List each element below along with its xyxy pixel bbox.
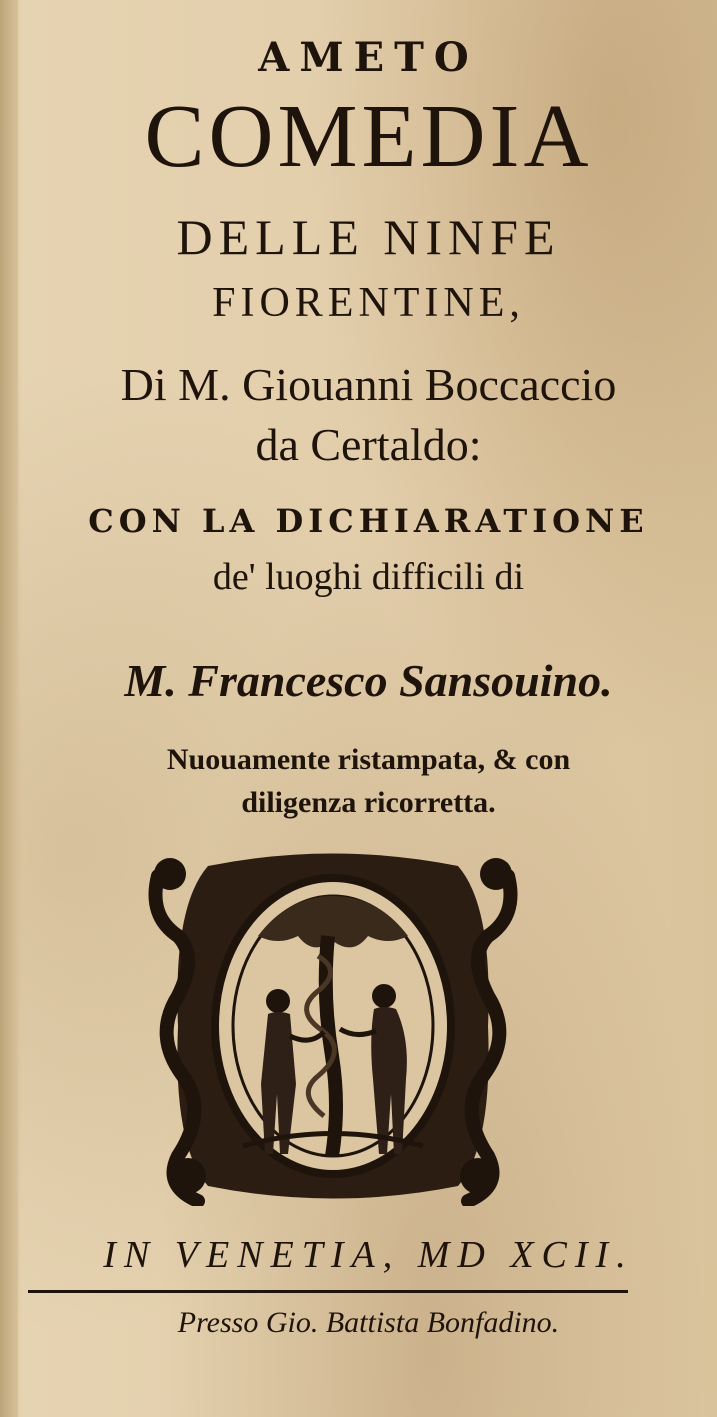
printer-name: Presso Gio. Battista Bonfadino. — [177, 1306, 560, 1339]
edition-note: Nuouamente ristampata, & con — [166, 743, 571, 776]
author-line: Di M. Giouanni Boccaccio — [120, 359, 617, 410]
commentary-heading: CON LA DICHIARATIONE — [88, 502, 649, 540]
imprint-place-date: IN VENETIA, MD XCII. — [103, 1234, 634, 1276]
author-origin: da Certaldo: — [255, 419, 482, 470]
printer-device-woodcut — [148, 846, 518, 1206]
edition-note-cont: diligenza ricorretta. — [241, 786, 496, 819]
imprint-rule — [28, 1290, 628, 1293]
commentator-name: M. Francesco Sansouino. — [124, 655, 613, 706]
title-comedia: COMEDIA — [144, 87, 593, 186]
commentary-line: de' luoghi difficili di — [212, 556, 525, 598]
title-delle-ninfe: DELLE NINFE — [176, 209, 561, 265]
title-ameto: AMETO — [258, 34, 479, 81]
title-fiorentine: FIORENTINE, — [212, 280, 525, 326]
binding-gutter — [0, 0, 18, 1417]
